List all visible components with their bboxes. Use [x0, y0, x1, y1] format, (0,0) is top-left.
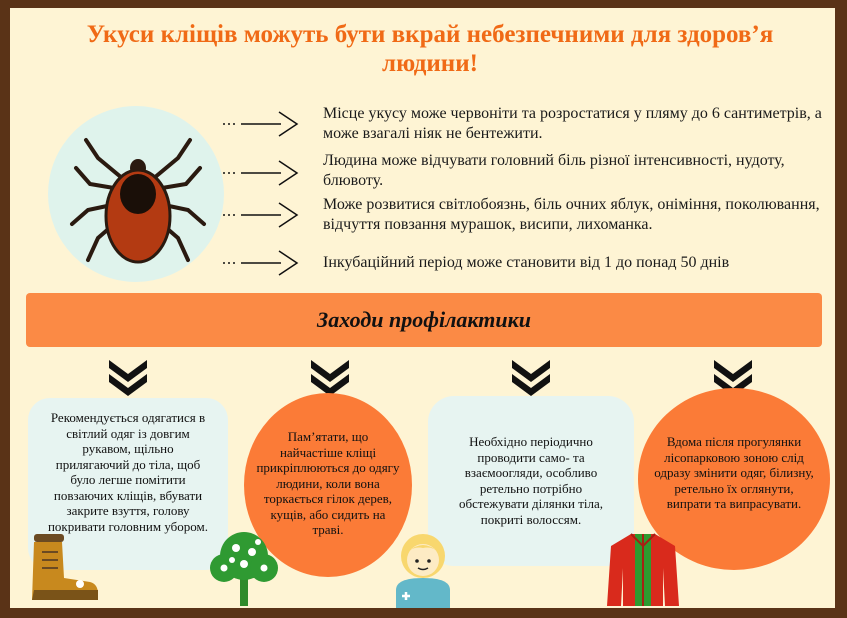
- tick-icon: [58, 128, 218, 278]
- symptom-text-4: Інкубаційний період може становити від 1 до понад 50 днів: [323, 254, 730, 271]
- arrow-right-icon: [223, 248, 303, 278]
- symptom-text-3: Може розвитися світлобоязнь, біль очних яблук, оніміння, поколювання, відчуття повзання мурашок, висипи, лихоманка.: [323, 196, 820, 233]
- symptom-text-2: Людина може відчувати головний біль різної інтенсивності, нудоту, блювоту.: [323, 152, 785, 189]
- chevron-down-icon: [510, 358, 552, 398]
- jacket-icon: [605, 528, 681, 608]
- girl-icon: [388, 528, 458, 608]
- boot-icon: [20, 528, 100, 608]
- symptom-text-1: Місце укусу може червоніти та розростатися у пляму до 6 сантиметрів, а може взагалі ніяк не бентежити.: [323, 105, 822, 142]
- tip-text-2: Пам’ятати, що найчастіше кліщі прикріплюються до одягу людини, коли вона торкається гілок дерев, кущів, або сидить на траві.: [256, 429, 400, 537]
- tip-card-inspection: [428, 396, 634, 566]
- chevron-down-icon: [107, 358, 149, 398]
- chevron-down-icon: [309, 358, 351, 398]
- tip-text-4: Вдома після прогулянки лісопарковою зоною слід одразу змінити одяг, білизну, ретельно їх оглянути, випрати та випрасувати.: [654, 434, 814, 511]
- arrow-right-icon: [223, 109, 303, 139]
- tip-text-1: Рекомендується одягатися в світлий одяг із довгим рукавом, щільно прилягаючий до тіла, щоб було легше помітити повзаючих кліщів, вбувати закрите взуття, голову покривати головним убором.: [47, 410, 209, 534]
- tip-text-3: Необхідно періодично проводити само- та взаємоогляди, особливо ретельно потрібно обстежувати ділянки тіла, покриті волоссям.: [458, 434, 604, 527]
- poster: [10, 8, 835, 608]
- prevention-title: Заходи профілактики: [317, 307, 531, 332]
- tree-icon: [202, 528, 286, 608]
- arrow-right-icon: [223, 200, 303, 230]
- prevention-header: [26, 293, 822, 347]
- page-title: Укуси кліщів можуть бути вкрай небезпечними для здоров’я людини!: [86, 21, 774, 77]
- arrow-right-icon: [223, 158, 303, 188]
